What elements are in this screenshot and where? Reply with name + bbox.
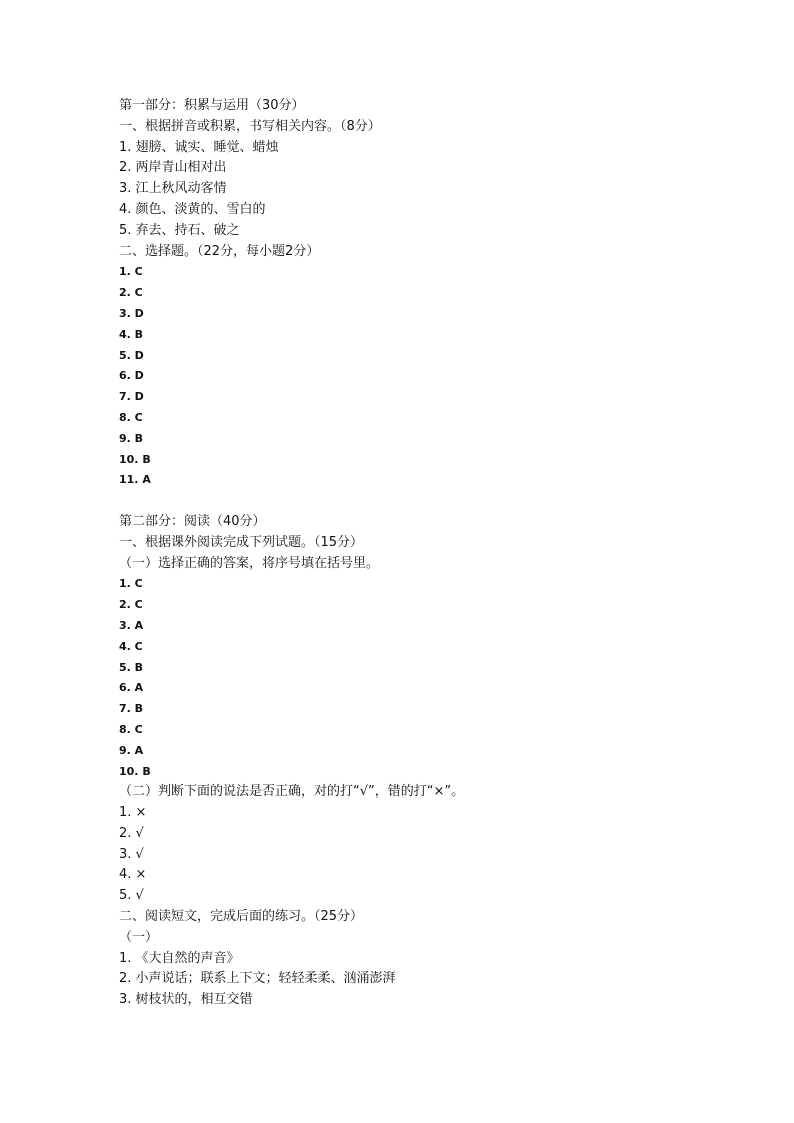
part2-section2-heading: 二、阅读短文，完成后面的练习。（25分） (119, 909, 364, 925)
reading-choice-answer: 10. B (119, 764, 151, 778)
true-false-answer: 1. × (119, 805, 147, 821)
part1-s1-item: 4. 颜色、淡黄的、雪白的 (119, 201, 266, 217)
true-false-answer: 5. √ (119, 888, 144, 904)
part1-section2-heading: 二、选择题。（22分，每小题2分） (119, 243, 320, 259)
choice-answer: 10. B (119, 452, 151, 466)
part2-title: 第二部分：阅读（40分） (119, 513, 266, 529)
reading-choice-answer: 5. B (119, 660, 144, 674)
true-false-answer: 2. √ (119, 825, 144, 841)
reading-choice-answer: 7. B (119, 702, 144, 716)
reading-choice-answer: 9. A (119, 743, 144, 757)
answer-document (119, 96, 719, 1011)
choice-answer: 1. C (119, 265, 143, 279)
choice-answer: 3. D (119, 306, 144, 320)
spacer (119, 491, 719, 512)
reading-choice-answer: 4. C (119, 639, 143, 653)
true-false-answer: 3. √ (119, 846, 144, 862)
part2-s2-sub1-heading: （一） (119, 929, 159, 945)
part2-section1-heading: 一、根据课外阅读完成下列试题。（15分） (119, 534, 364, 550)
choice-answer: 2. C (119, 286, 143, 300)
part1-s1-item: 1. 翅膀、诚实、睡觉、蜡烛 (119, 139, 279, 155)
short-answer: 1. 《大自然的声音》 (119, 950, 240, 966)
choice-answer: 6. D (119, 369, 144, 383)
short-answer: 2. 小声说话；联系上下文；轻轻柔柔、汹涌澎湃 (119, 971, 396, 987)
reading-choice-answer: 8. C (119, 722, 143, 736)
part2-s1-sub1-heading: （一）选择正确的答案，将序号填在括号里。 (119, 555, 380, 571)
reading-choice-answer: 1. C (119, 577, 143, 591)
reading-choice-answer: 2. C (119, 598, 143, 612)
reading-choice-answer: 6. A (119, 681, 144, 695)
choice-answer: 7. D (119, 390, 144, 404)
choice-answer: 4. B (119, 327, 144, 341)
part1-s1-item: 5. 弃去、持石、破之 (119, 222, 240, 238)
part2-s1-sub2-heading: （二）判断下面的说法是否正确，对的打“√”，错的打“×”。 (119, 784, 465, 800)
part1-title: 第一部分：积累与运用（30分） (119, 98, 305, 113)
true-false-answer: 4. × (119, 867, 147, 883)
part1-s1-item: 3. 江上秋风动客情 (119, 181, 227, 197)
choice-answer: 11. A (119, 473, 151, 487)
short-answer: 3. 树枝状的，相互交错 (119, 992, 253, 1008)
part1-section1-heading: 一、根据拼音或积累，书写相关内容。（8分） (119, 118, 381, 134)
reading-choice-answer: 3. A (119, 618, 144, 632)
part1-s1-item: 2. 两岸青山相对出 (119, 160, 227, 176)
choice-answer: 9. B (119, 431, 144, 445)
choice-answer: 8. C (119, 410, 143, 424)
choice-answer: 5. D (119, 348, 144, 362)
